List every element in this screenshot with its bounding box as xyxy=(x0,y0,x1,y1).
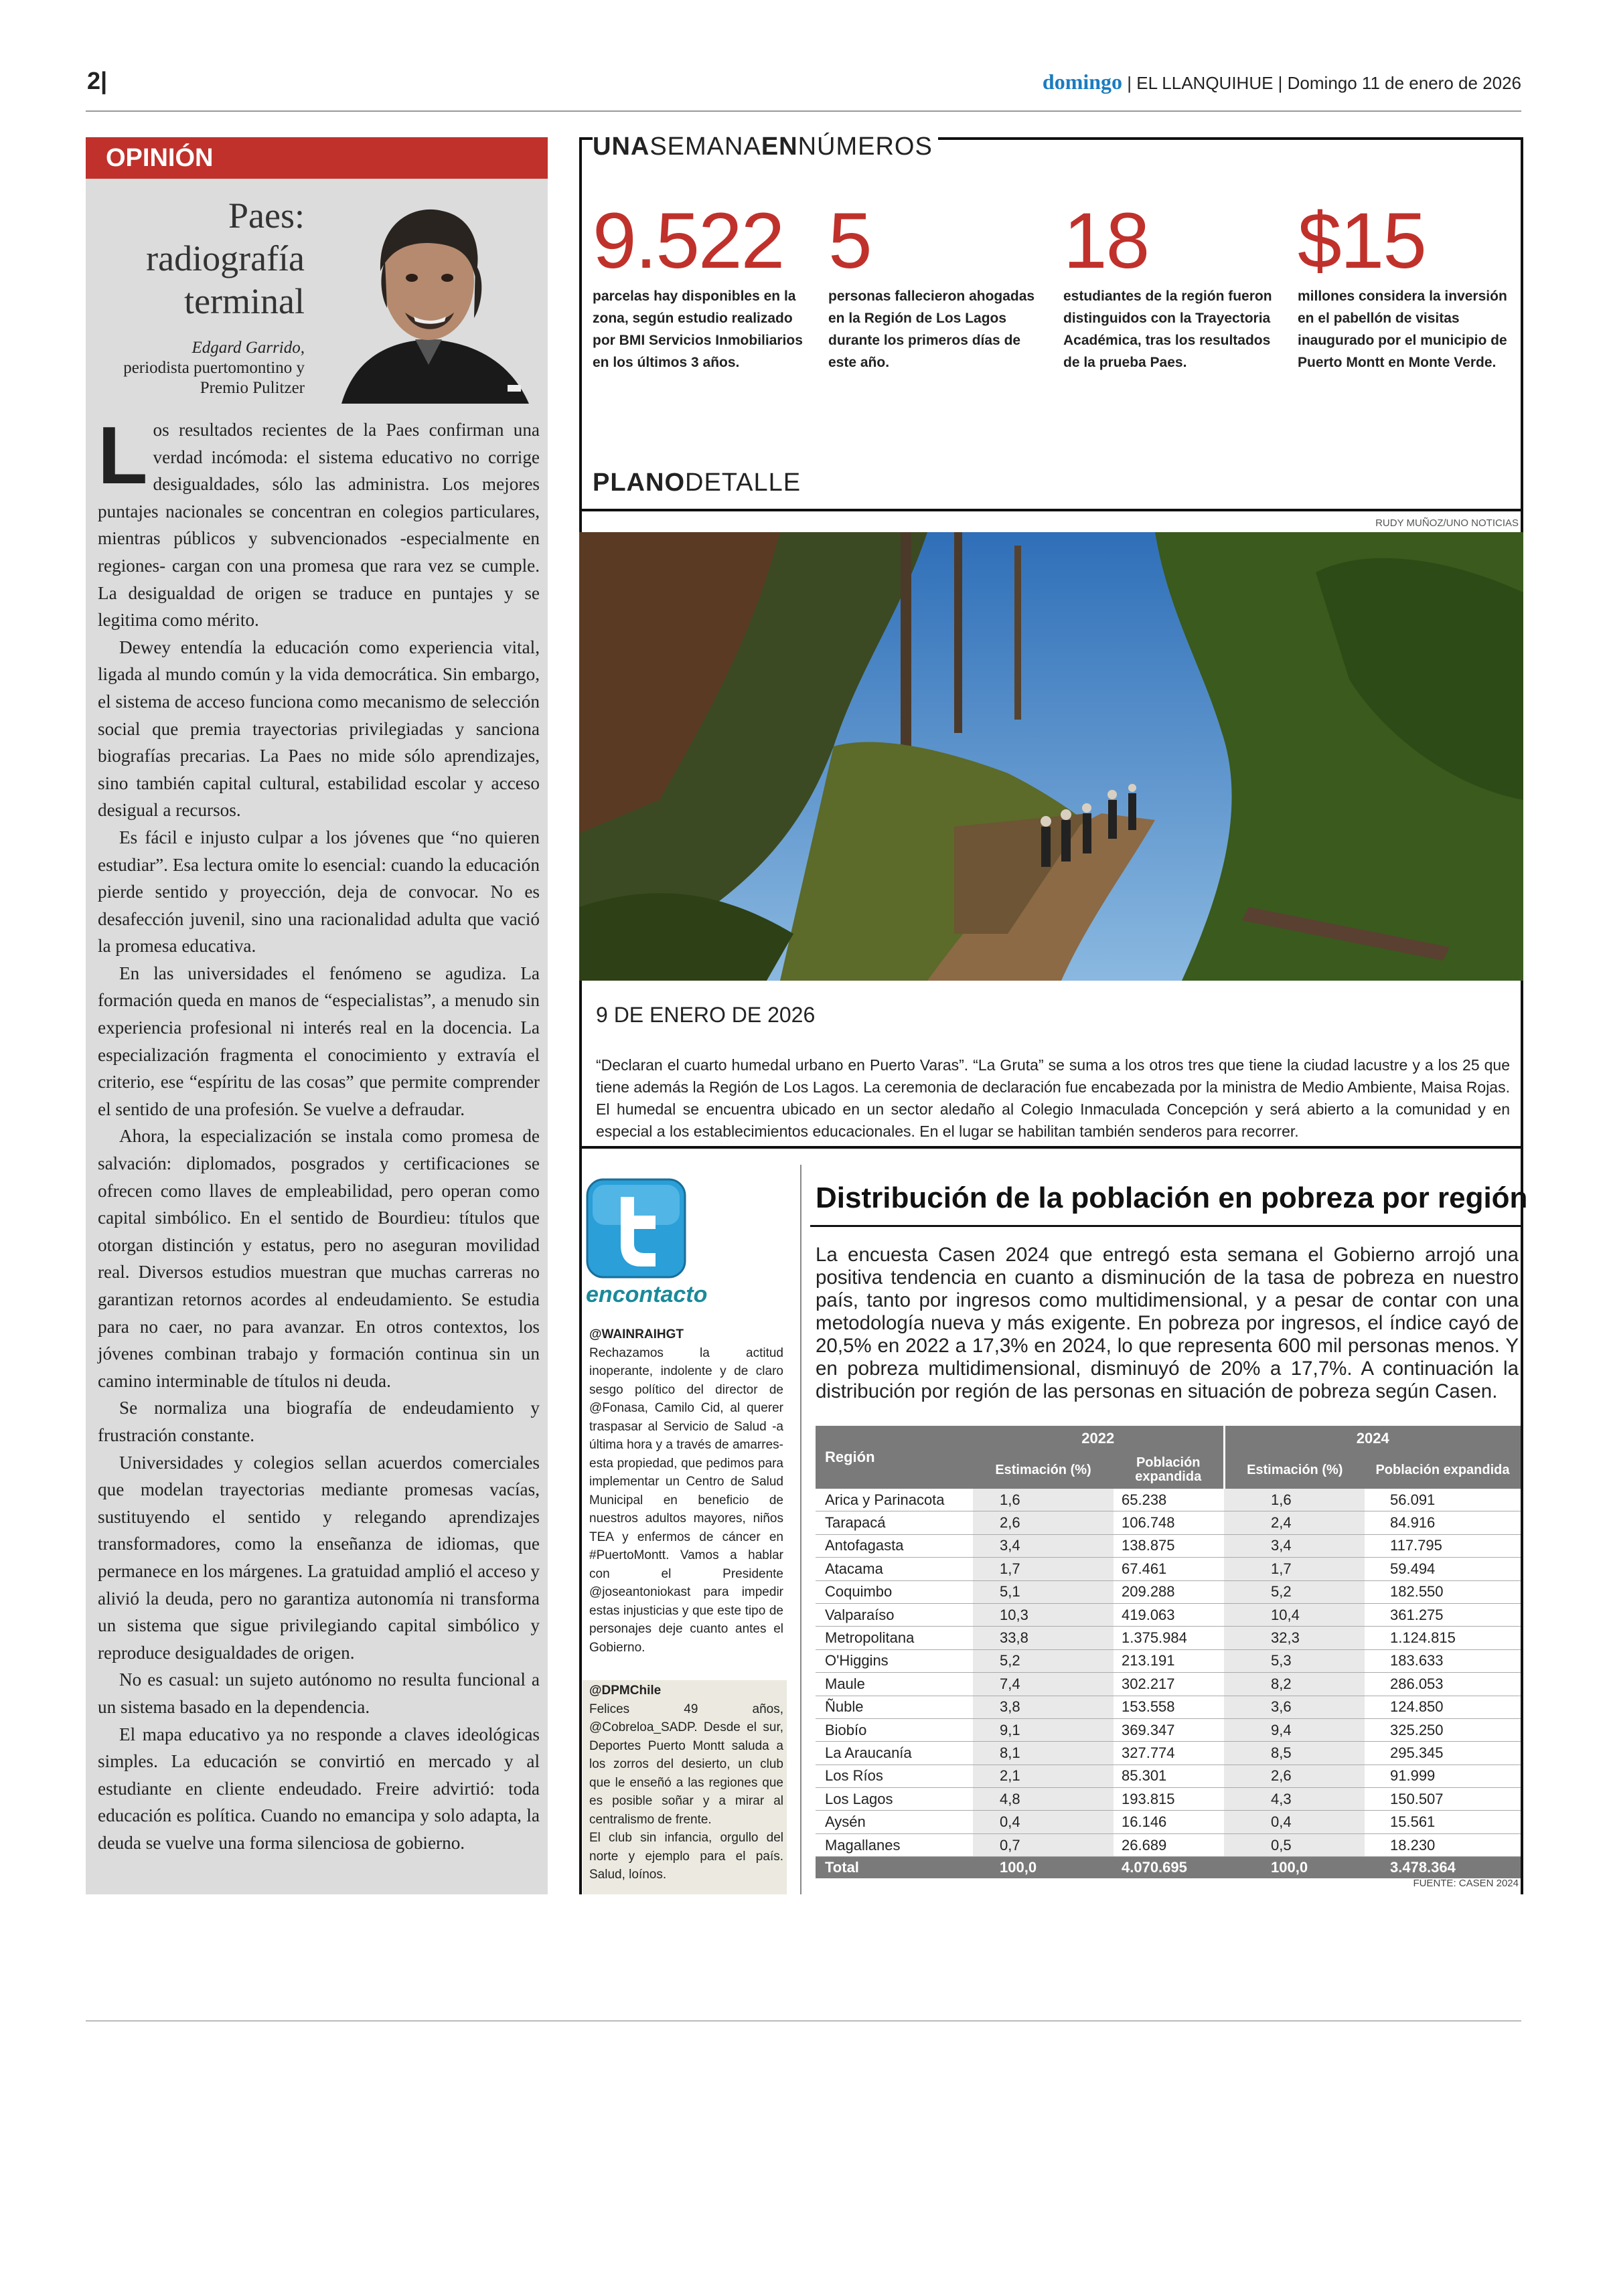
value-cell: 32,3 xyxy=(1224,1627,1365,1649)
value-cell: 1,7 xyxy=(1224,1558,1365,1580)
value-cell: 3,4 xyxy=(973,1534,1114,1557)
value-cell: 2,1 xyxy=(973,1765,1114,1787)
col-header-poblacion-2022: Población expandida xyxy=(1114,1451,1224,1489)
value-cell: 1,6 xyxy=(1224,1489,1365,1511)
region-cell: Atacama xyxy=(816,1558,973,1580)
header-rule xyxy=(86,110,1521,112)
tweet-text: Felices 49 años, @Cobreloa_SADP. Desde el sur, Deportes Puerto Montt saluda a los zorros del desierto, un club que le enseñó a las regiones que es posible soñar y a mirar al centralismo de frente. xyxy=(589,1702,783,1827)
value-cell: 15.561 xyxy=(1365,1811,1521,1833)
week-numbers-heading: UNASEMANAENNÚMEROS xyxy=(593,133,938,161)
value-cell: 3,4 xyxy=(1224,1534,1365,1557)
author-portrait xyxy=(315,191,542,404)
value-cell: 10,3 xyxy=(973,1603,1114,1626)
value-cell: 33,8 xyxy=(973,1627,1114,1649)
poverty-title: Distribución de la población en pobreza por región xyxy=(816,1181,1528,1214)
opinion-paragraph: En las universidades el fenómeno se agudiza. La formación queda en manos de “especialistas”, a menudo sin experiencia profesional ni interés real en la docencia. La especialización fragmenta el conocimiento y extravía el criterio, ese “espíritu de las cosas” que permite comprender el sentido de una profesión. Se vuelve a defraudar. xyxy=(98,963,540,1119)
page-header: domingo | EL LLANQUIHUE | Domingo 11 de enero de 2026 xyxy=(1042,70,1521,94)
author-byline xyxy=(94,338,305,398)
poverty-title-rule xyxy=(810,1225,1521,1227)
table-row xyxy=(816,1788,1521,1811)
col-header-poblacion-2024: Población expandida xyxy=(1365,1451,1521,1489)
value-cell: 325.250 xyxy=(1365,1718,1521,1741)
table-row xyxy=(816,1742,1521,1765)
opinion-paragraph: Se normaliza una biografía de endeudamiento y frustración constante. xyxy=(98,1398,540,1445)
value-cell: 8,1 xyxy=(973,1742,1114,1765)
value-cell: 369.347 xyxy=(1114,1718,1224,1741)
value-cell: 5,2 xyxy=(1224,1580,1365,1603)
section-logo: domingo xyxy=(1042,70,1123,94)
photo-date: 9 DE ENERO DE 2026 xyxy=(596,1003,816,1027)
region-cell: La Araucanía xyxy=(816,1742,973,1765)
region-cell: Maule xyxy=(816,1673,973,1696)
value-cell: 2,6 xyxy=(973,1511,1114,1534)
poverty-table xyxy=(816,1426,1521,1878)
stat-number: $15 xyxy=(1298,197,1426,285)
value-cell: 182.550 xyxy=(1365,1580,1521,1603)
photo-caption: “Declaran el cuarto humedal urbano en Puerto Varas”. “La Gruta” se suma a los otros tres que tiene la ciudad lacustre y a los 25 que tiene además la Región de Los Lagos. La ceremonia de declaración fue encabezada por la ministra de Medio Ambiente, Maisa Rojas. El humedal se encuentra ubicado en un sector aledaño al Colegio Inmaculada Concepción y será abierto a la comunidad y en especial a los establecimientos educacionales. En el lugar se habilitan también senderos para recorrer. xyxy=(596,1056,1510,1140)
total-est-2024: 100,0 xyxy=(1224,1857,1365,1879)
value-cell: 0,4 xyxy=(1224,1811,1365,1833)
tweet-2 xyxy=(589,1682,783,1884)
value-cell: 5,3 xyxy=(1224,1649,1365,1672)
opinion-tag: OPINIÓN xyxy=(86,137,548,179)
stat-number: 5 xyxy=(828,197,871,285)
value-cell: 213.191 xyxy=(1114,1649,1224,1672)
photo-bottom-rule xyxy=(579,1146,1523,1149)
total-pob-2022: 4.070.695 xyxy=(1114,1857,1224,1879)
value-cell: 124.850 xyxy=(1365,1696,1521,1718)
table-row xyxy=(816,1811,1521,1833)
value-cell: 0,7 xyxy=(973,1833,1114,1856)
frame-right xyxy=(1521,137,1523,1894)
twitter-bird-icon xyxy=(586,1178,686,1279)
table-row xyxy=(816,1696,1521,1718)
value-cell: 117.795 xyxy=(1365,1534,1521,1557)
col-header-2022: 2022 xyxy=(973,1426,1224,1451)
value-cell: 106.748 xyxy=(1114,1511,1224,1534)
opinion-paragraph: No es casual: un sujeto autónomo no resulta funcional a un sistema basado en la dependencia. xyxy=(98,1669,540,1717)
author-role: periodista puertomontino y Premio Pulitzer xyxy=(123,359,305,397)
value-cell: 138.875 xyxy=(1114,1534,1224,1557)
column-divider xyxy=(800,1165,801,1894)
opinion-paragraph: Universidades y colegios sellan acuerdos comerciales que modelan trayectorias mediante promesas vacías, sustituyendo el sentido y relegando aprendizajes transformadores, como la enseñanza de idiomas, que permanece en los márgenes. La gratuidad amplió el acceso y alivió la deuda, pero no garantiza autonomía ni transforma un sistema que sigue privilegiando capital simbólico y reproduce desigualdades de origen. xyxy=(98,1452,540,1663)
table-row xyxy=(816,1558,1521,1580)
region-cell: Ñuble xyxy=(816,1696,973,1718)
value-cell: 8,5 xyxy=(1224,1742,1365,1765)
stat-description: estudiantes de la región fueron distinguidos con la Trayectoria Académica, tras los resultados de la prueba Paes. xyxy=(1063,289,1272,370)
value-cell: 419.063 xyxy=(1114,1603,1224,1626)
poverty-intro: La encuesta Casen 2024 que entregó esta semana el Gobierno arrojó una positiva tendencia en cuanto a disminución de la tasa de pobreza en nuestro país, tanto por ingresos como multidimensional, y a pesar de contar con una metodología nueva y más exigente. En pobreza por ingresos, el índice cayó de 20,5% en 2022 a 17,3% en 2024, lo que representa 600 mil personas menos. Y en pobreza multidimensional, disminuyó de 20% a 17,7%. A continuación la distribución por región de las personas en situación de pobreza según Casen. xyxy=(816,1244,1519,1402)
total-pob-2024: 3.478.364 xyxy=(1365,1857,1521,1879)
author-name: Edgard Garrido, xyxy=(192,339,305,357)
value-cell: 65.238 xyxy=(1114,1489,1224,1511)
value-cell: 7,4 xyxy=(973,1673,1114,1696)
page-number: 2| xyxy=(87,67,108,94)
col-header-region: Región xyxy=(816,1426,973,1489)
value-cell: 361.275 xyxy=(1365,1603,1521,1626)
table-row xyxy=(816,1603,1521,1626)
value-cell: 0,5 xyxy=(1224,1833,1365,1856)
col-header-estimacion-2022: Estimación (%) xyxy=(973,1451,1114,1489)
wetland-photo xyxy=(579,532,1523,981)
region-cell: Biobío xyxy=(816,1718,973,1741)
value-cell: 286.053 xyxy=(1365,1673,1521,1696)
value-cell: 2,4 xyxy=(1224,1511,1365,1534)
tweet-handle: @DPMChile xyxy=(589,1684,662,1698)
table-row xyxy=(816,1511,1521,1534)
value-cell: 295.345 xyxy=(1365,1742,1521,1765)
stat-number: 9.522 xyxy=(593,197,784,285)
frame-left xyxy=(579,137,582,1894)
region-cell: Coquimbo xyxy=(816,1580,973,1603)
twitter-section-heading: encontacto xyxy=(586,1282,708,1307)
opinion-paragraph: Los resultados recientes de la Paes confirman una verdad incómoda: el sistema educativo no corrige desigualdades, sólo las administra. Los mejores puntajes nacionales se concentran en colegios particulares, mientras públicos y subvencionados -especialmente en regiones- cargan con una promesa que rara vez se cumple. La desigualdad de origen se traduce en puntajes y se legitima como mérito. xyxy=(98,410,540,631)
tweet-1 xyxy=(589,1325,783,1657)
drop-cap: L xyxy=(98,410,148,501)
value-cell: 209.288 xyxy=(1114,1580,1224,1603)
region-cell: Arica y Parinacota xyxy=(816,1489,973,1511)
value-cell: 91.999 xyxy=(1365,1765,1521,1787)
region-cell: Valparaíso xyxy=(816,1603,973,1626)
value-cell: 3,8 xyxy=(973,1696,1114,1718)
table-total-row xyxy=(816,1857,1521,1879)
tweet-text: El club sin infancia, orgullo del norte y ejemplo para el país. Salud, loínos. xyxy=(589,1831,783,1882)
value-cell: 9,1 xyxy=(973,1718,1114,1741)
stat-inversion xyxy=(1298,197,1519,374)
region-cell: Los Lagos xyxy=(816,1788,973,1811)
value-cell: 4,8 xyxy=(973,1788,1114,1811)
total-est-2022: 100,0 xyxy=(973,1857,1114,1879)
region-cell: Tarapacá xyxy=(816,1511,973,1534)
value-cell: 1.124.815 xyxy=(1365,1627,1521,1649)
opinion-body xyxy=(98,410,540,1856)
plano-rule xyxy=(579,509,1523,511)
opinion-paragraph: Dewey entendía la educación como experiencia vital, ligada al mundo común y la vida democrática. Sin embargo, el sistema de acceso funciona como mecanismo de selección social que premia trayectorias privilegiadas y sanciona biografías precarias. La Paes no mide sólo aprendizajes, sino también capital cultural, estabilidad escolar y acceso desigual a recursos. xyxy=(98,637,540,821)
region-cell: Los Ríos xyxy=(816,1765,973,1787)
value-cell: 67.461 xyxy=(1114,1558,1224,1580)
value-cell: 1,6 xyxy=(973,1489,1114,1511)
table-row xyxy=(816,1580,1521,1603)
value-cell: 5,1 xyxy=(973,1580,1114,1603)
value-cell: 59.494 xyxy=(1365,1558,1521,1580)
region-cell: Magallanes xyxy=(816,1833,973,1856)
value-cell: 8,2 xyxy=(1224,1673,1365,1696)
value-cell: 18.230 xyxy=(1365,1833,1521,1856)
table-source: FUENTE: CASEN 2024 xyxy=(1413,1878,1519,1889)
value-cell: 4,3 xyxy=(1224,1788,1365,1811)
value-cell: 1.375.984 xyxy=(1114,1627,1224,1649)
tweet-text: Rechazamos la actitud inoperante, indolente y de claro sesgo político del director de @Fonasa, Camilo Cid, al querer traspasar al Servicio de Salud -a última hora y a través de amarres- esta propiedad, que pedimos para implementar un Centro de Salud Municipal en beneficio de nuestros adultos mayores, niños TEA y enfermos de cáncer en #PuertoMontt. Vamos a hablar con el Presidente @joseantoniokast para impedir estas injusticias y que este tipo de personajes deje cuanto antes el Gobierno. xyxy=(589,1345,783,1655)
region-cell: O'Higgins xyxy=(816,1649,973,1672)
photo-credit: RUDY MUÑOZ/UNO NOTICIAS xyxy=(1375,517,1519,529)
footer-rule xyxy=(86,2020,1521,2022)
col-header-2024: 2024 xyxy=(1224,1426,1521,1451)
value-cell: 0,4 xyxy=(973,1811,1114,1833)
table-row xyxy=(816,1765,1521,1787)
value-cell: 150.507 xyxy=(1365,1788,1521,1811)
opinion-paragraph: Ahora, la especialización se instala como promesa de salvación: diplomados, posgrados y certificaciones se ofrecen como llaves de empleabilidad, pero operan como capital simbólico. En el sentido de Bourdieu: títulos que otorgan distinción y estatus, pero no aseguran movilidad real. Diversos estudios muestran que muchas carreras no garantizan retornos acordes al endeudamiento. Se estudia para no caer, no para avanzar. En otros contextos, los jóvenes combinan trabajo y formación continua sin un camino interminable de títulos ni deuda. xyxy=(98,1126,540,1391)
col-header-estimacion-2024: Estimación (%) xyxy=(1224,1451,1365,1489)
value-cell: 2,6 xyxy=(1224,1765,1365,1787)
stat-description: millones considera la inversión en el pabellón de visitas inaugurado por el municipio de Puerto Montt en Monte Verde. xyxy=(1298,289,1507,370)
stat-description: personas fallecieron ahogadas en la Región de Los Lagos durante los primeros días de este año. xyxy=(828,289,1035,370)
value-cell: 10,4 xyxy=(1224,1603,1365,1626)
value-cell: 302.217 xyxy=(1114,1673,1224,1696)
value-cell: 153.558 xyxy=(1114,1696,1224,1718)
plano-detalle-heading: PLANODETALLE xyxy=(593,469,801,497)
value-cell: 183.633 xyxy=(1365,1649,1521,1672)
region-cell: Aysén xyxy=(816,1811,973,1833)
issue-date: Domingo 11 de enero de 2026 xyxy=(1287,73,1521,93)
opinion-paragraph: Es fácil e injusto culpar a los jóvenes que “no quieren estudiar”. Esa lectura omite lo esencial: cuando la educación pierde sentido y proyección, deja de convocar. No es desafección juvenil, sino una racionalidad adulta que vació la promesa educativa. xyxy=(98,827,540,957)
value-cell: 84.916 xyxy=(1365,1511,1521,1534)
total-label: Total xyxy=(816,1857,973,1879)
table-row xyxy=(816,1718,1521,1741)
value-cell: 1,7 xyxy=(973,1558,1114,1580)
table-row xyxy=(816,1489,1521,1511)
value-cell: 26.689 xyxy=(1114,1833,1224,1856)
tweet-handle: @WAINRAIHGT xyxy=(589,1327,684,1341)
value-cell: 193.815 xyxy=(1114,1788,1224,1811)
table-row xyxy=(816,1673,1521,1696)
value-cell: 327.774 xyxy=(1114,1742,1224,1765)
region-cell: Metropolitana xyxy=(816,1627,973,1649)
value-cell: 16.146 xyxy=(1114,1811,1224,1833)
stat-description: parcelas hay disponibles en la zona, según estudio realizado por BMI Servicios Inmobiliarios en los últimos 3 años. xyxy=(593,289,803,370)
opinion-title: Paes: radiografía terminal xyxy=(146,195,305,321)
value-cell: 9,4 xyxy=(1224,1718,1365,1741)
region-cell: Antofagasta xyxy=(816,1534,973,1557)
table-row xyxy=(816,1534,1521,1557)
stat-parcelas xyxy=(593,197,814,374)
table-row xyxy=(816,1649,1521,1672)
value-cell: 3,6 xyxy=(1224,1696,1365,1718)
paper-name: EL LLANQUIHUE xyxy=(1136,73,1274,93)
opinion-paragraph: El mapa educativo ya no responde a claves ideológicas simples. La educación se convirtió en mercado y al estudiante en cliente endeudado. Freire advirtió: toda educación es política. Cuando no emancipa y solo adapta, la deuda se vuelve una forma silenciosa de gobierno. xyxy=(98,1724,540,1853)
table-row xyxy=(816,1627,1521,1649)
value-cell: 5,2 xyxy=(973,1649,1114,1672)
stat-estudiantes xyxy=(1063,197,1284,374)
stat-number: 18 xyxy=(1063,197,1149,285)
value-cell: 56.091 xyxy=(1365,1489,1521,1511)
stat-ahogados xyxy=(828,197,1049,374)
value-cell: 85.301 xyxy=(1114,1765,1224,1787)
table-row xyxy=(816,1833,1521,1856)
